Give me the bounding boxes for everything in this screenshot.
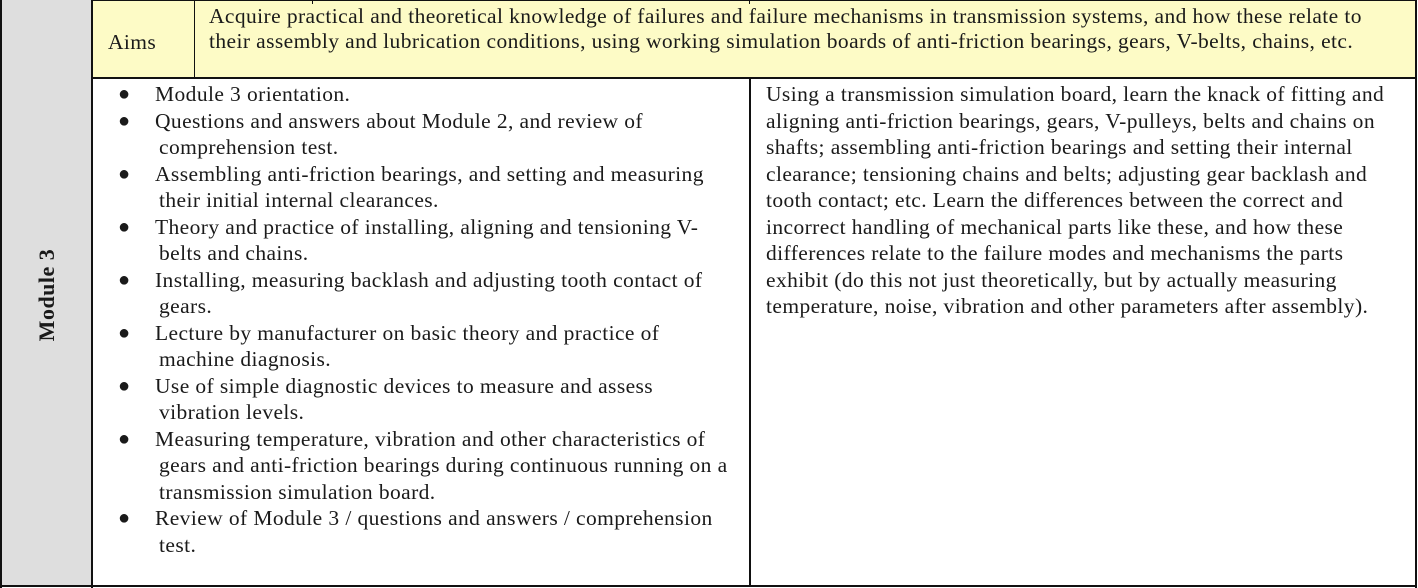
- bullet-icon: ●: [118, 268, 131, 291]
- list-item: [108, 320, 738, 373]
- list-item: [108, 161, 738, 214]
- list-item: [108, 373, 738, 426]
- list-item-text: Installing, measuring backlash and adjusting tooth contact of gears.: [155, 267, 703, 318]
- list-item-text: Theory and practice of installing, aligning and tensioning V-belts and chains.: [155, 214, 699, 265]
- aims-top-border: [91, 0, 1417, 1]
- content-column-divider: [749, 78, 751, 587]
- aims-text: Acquire practical and theoretical knowledge of failures and failure mechanisms in transmission systems, and how these relate to their assembly and lubrication conditions, using working simulation boards of anti-friction bearings, gears, V-belts, chains, etc.: [209, 4, 1362, 53]
- description-text: Using a transmission simulation board, learn the knack of fitting and aligning anti-friction bearings, gears, V-pulleys, belts and chains on shafts; assembling anti-friction bearings and setting their internal clearance; tensioning chains and belts; adjusting gear backlash and tooth contact; etc. Learn the differences between the correct and incorrect handling of mechanical parts like these, and how these differences relate to the failure modes and mechanisms the parts exhibit (do this not just theoretically, but by actually measuring temperature, noise, vibration and other parameters after assembly).: [766, 82, 1385, 318]
- topics-list: [108, 81, 738, 558]
- list-item: [108, 214, 738, 267]
- aims-bottom-border: [91, 77, 1417, 79]
- bullet-icon: ●: [118, 83, 131, 105]
- table-border-left: [0, 0, 2, 588]
- list-item: [108, 81, 738, 108]
- list-item-text: Questions and answers about Module 2, and review of comprehension test.: [155, 108, 643, 159]
- list-item-text: Assembling anti-friction bearings, and setting and measuring their initial internal clearances.: [155, 161, 704, 212]
- bullet-icon: ●: [118, 109, 131, 132]
- list-item-text: Use of simple diagnostic devices to measure and assess vibration levels.: [155, 373, 654, 424]
- aims-label-divider: [194, 0, 195, 78]
- list-item-text: Lecture by manufacturer on basic theory and practice of machine diagnosis.: [155, 320, 660, 371]
- module-label: Module 3: [34, 248, 59, 342]
- bullet-icon: ●: [118, 321, 131, 344]
- list-item: [108, 505, 738, 558]
- table-border-right: [1415, 0, 1417, 588]
- module-column: [1, 0, 91, 587]
- list-item: [108, 108, 738, 161]
- table-border-bottom: [0, 585, 1417, 587]
- bullet-icon: ●: [118, 427, 131, 450]
- list-item-text: Module 3 orientation.: [155, 82, 351, 106]
- bullet-icon: ●: [118, 374, 131, 397]
- list-item: [108, 426, 738, 506]
- list-item: [108, 267, 738, 320]
- list-item-text: Review of Module 3 / questions and answers / comprehension test.: [155, 506, 713, 557]
- module-column-divider: [91, 0, 93, 588]
- bullet-icon: ●: [118, 162, 131, 185]
- aims-label: Aims: [108, 30, 157, 54]
- bullet-icon: ●: [118, 507, 131, 529]
- bullet-icon: ●: [118, 215, 131, 238]
- list-item-text: Measuring temperature, vibration and other characteristics of gears and anti-friction bearings during continuous running on a transmission simulation board.: [155, 426, 728, 504]
